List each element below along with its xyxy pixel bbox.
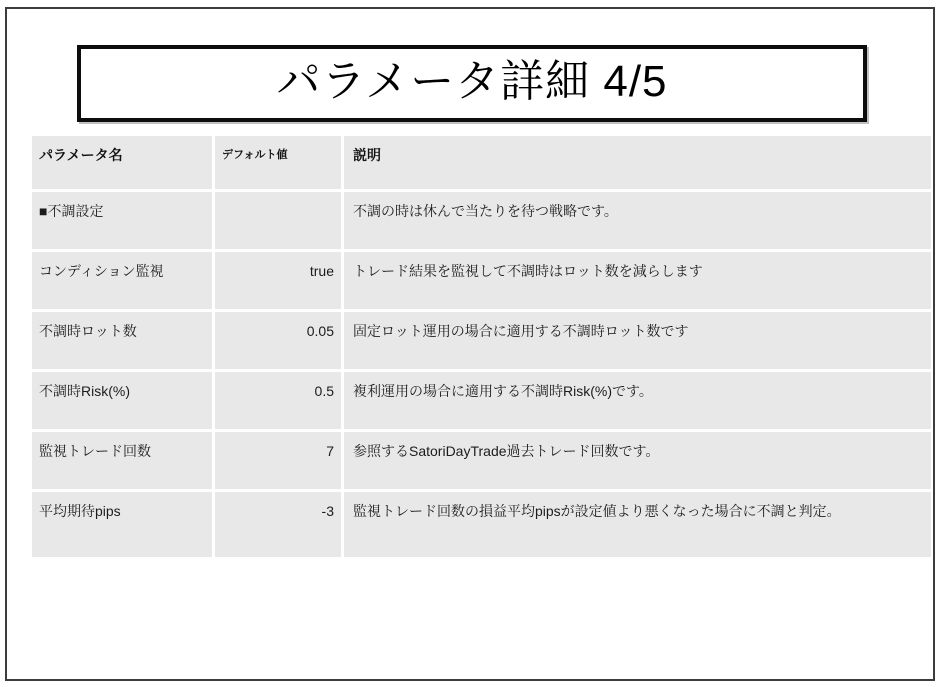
parameter-table: [32, 136, 931, 557]
title-box: [77, 45, 867, 122]
parameter-name-cell: 不調時Risk(%): [32, 372, 212, 429]
description-cell: 不調の時は休んで当たりを待つ戦略です。: [344, 192, 931, 249]
parameter-name-cell: 不調時ロット数: [32, 312, 212, 369]
parameter-name-cell: ■不調設定: [32, 192, 212, 249]
default-value-cell: true: [215, 252, 341, 309]
default-value-cell: 0.05: [215, 312, 341, 369]
column-header-parameter-name: パラメータ名: [32, 136, 212, 189]
default-value-cell: [215, 192, 341, 249]
page-title: パラメータ詳細 4/5: [276, 56, 668, 106]
column-header-description: 説明: [344, 136, 931, 189]
parameter-name-cell: 監視トレード回数: [32, 432, 212, 489]
slide-frame: [5, 7, 935, 681]
description-cell: 固定ロット運用の場合に適用する不調時ロット数です: [344, 312, 931, 369]
column-header-default-value: デフォルト値: [215, 136, 341, 189]
description-cell: 参照するSatoriDayTrade過去トレード回数です。: [344, 432, 931, 489]
default-value-cell: 7: [215, 432, 341, 489]
description-cell: 複利運用の場合に適用する不調時Risk(%)です。: [344, 372, 931, 429]
default-value-cell: -3: [215, 492, 341, 557]
description-cell: 監視トレード回数の損益平均pipsが設定値より悪くなった場合に不調と判定。: [344, 492, 931, 557]
description-cell: トレード結果を監視して不調時はロット数を減らします: [344, 252, 931, 309]
default-value-cell: 0.5: [215, 372, 341, 429]
parameter-name-cell: 平均期待pips: [32, 492, 212, 557]
parameter-name-cell: コンディション監視: [32, 252, 212, 309]
